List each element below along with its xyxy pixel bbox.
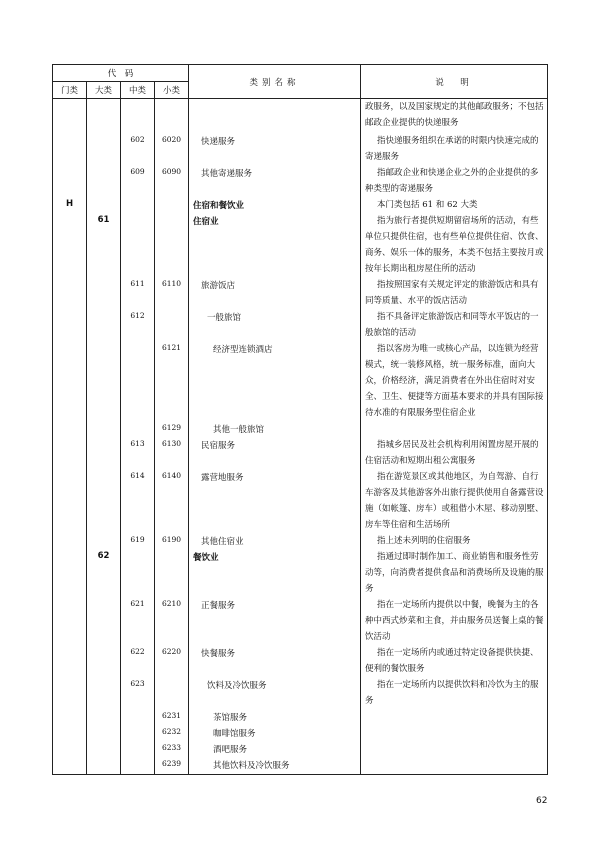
cell-desc [361,725,548,741]
cell-xiao: 6239 [155,757,189,775]
cell-name: 正餐服务 [189,597,361,645]
cell-da [87,309,121,341]
cell-xiao: 6090 [155,165,189,197]
cell-zhong [121,213,155,277]
cell-name [189,99,361,133]
cell-men [53,213,87,277]
cell-zhong: 612 [121,309,155,341]
cell-name: 露营地服务 [189,469,361,533]
cell-men: H [53,197,87,213]
cell-desc: 指在一定场所内或通过特定设备提供快捷、便利的餐饮服务 [361,645,548,677]
cell-name: 其他寄递服务 [189,165,361,197]
cell-zhong: 623 [121,677,155,709]
cell-zhong: 621 [121,597,155,645]
cell-xiao: 6220 [155,645,189,677]
cell-xiao [155,197,189,213]
cell-men [53,533,87,549]
cell-da [87,421,121,437]
table-row [53,741,548,757]
cell-name: 经济型连锁酒店 [189,341,361,421]
cell-zhong [121,197,155,213]
cell-da [87,533,121,549]
table-row [53,133,548,165]
cell-xiao: 6130 [155,437,189,469]
header-code: 代 码 [53,65,189,82]
table-row [53,549,548,597]
cell-name: 旅游饭店 [189,277,361,309]
cell-desc [361,709,548,725]
cell-men [53,341,87,421]
cell-desc: 指城乡居民及社会机构利用闲置房屋开展的住宿活动和短期出租公寓服务 [361,437,548,469]
cell-xiao: 6140 [155,469,189,533]
table-row [53,277,548,309]
cell-men [53,549,87,597]
cell-men [53,725,87,741]
cell-da [87,437,121,469]
cell-men [53,165,87,197]
cell-name: 其他住宿业 [189,533,361,549]
cell-da [87,165,121,197]
cell-desc: 指按照国家有关规定评定的旅游饭店和具有同等质量、水平的饭店活动 [361,277,548,309]
cell-desc [361,421,548,437]
cell-zhong [121,549,155,597]
cell-name: 餐饮业 [189,549,361,597]
cell-men [53,437,87,469]
cell-desc: 指为旅行者提供短期留宿场所的活动，有些单位只提供住宿，也有些单位提供住宿、饮食、商务、娱乐一体的服务，本类不包括主要按月或按年长期出租房屋住所的活动 [361,213,548,277]
table-row [53,533,548,549]
cell-men [53,99,87,133]
cell-da [87,709,121,725]
cell-zhong [121,99,155,133]
cell-xiao: 6020 [155,133,189,165]
classification-table-container [52,64,547,776]
cell-desc: 指在一定场所内提供以中餐，晚餐为主的各种中西式炒菜和主食，并由服务员送餐上桌的餐饮活动 [361,597,548,645]
cell-desc: 指上述未列明的住宿服务 [361,533,548,549]
cell-zhong: 614 [121,469,155,533]
cell-da [87,741,121,757]
cell-da [87,725,121,741]
cell-da: 61 [87,213,121,277]
header-xiao: 小类 [155,82,189,99]
cell-men [53,469,87,533]
cell-desc: 指邮政企业和快递企业之外的企业提供的多种类型的寄递服务 [361,165,548,197]
table-row [53,469,548,533]
cell-zhong: 622 [121,645,155,677]
cell-name: 其他一般旅馆 [189,421,361,437]
cell-zhong [121,421,155,437]
cell-name: 酒吧服务 [189,741,361,757]
cell-men [53,757,87,775]
header-category-name: 类别名称 [189,65,361,99]
cell-name: 其他饮料及冷饮服务 [189,757,361,775]
cell-da [87,277,121,309]
classification-table [52,64,548,775]
cell-desc: 本门类包括 61 和 62 大类 [361,197,548,213]
table-row [53,645,548,677]
cell-name: 住宿和餐饮业 [189,197,361,213]
header-zhong: 中类 [121,82,155,99]
header-da: 大类 [87,82,121,99]
cell-xiao [155,677,189,709]
table-row [53,677,548,709]
cell-desc: 指不具备评定旅游饭店和同等水平饭店的一般旅馆的活动 [361,309,548,341]
cell-zhong: 619 [121,533,155,549]
table-row [53,421,548,437]
table-row [53,757,548,775]
cell-desc: 指快递服务组织在承诺的时限内快速完成的寄递服务 [361,133,548,165]
table-row [53,725,548,741]
cell-desc: 指以客房为唯一或核心产品，以连锁为经营模式，统一装修风格，统一服务标准，面向大众，价格经济，满足消费者在外出住宿时对安全、卫生、便捷等方面基本要求的并具有国际接待水准的有限服务型住宿企业 [361,341,548,421]
cell-name: 饮料及冷饮服务 [189,677,361,709]
cell-da [87,645,121,677]
cell-zhong [121,709,155,725]
cell-xiao [155,549,189,597]
cell-name: 咖啡馆服务 [189,725,361,741]
cell-men [53,133,87,165]
cell-zhong [121,725,155,741]
cell-desc: 指在游览景区或其他地区，为自驾游、自行车游客及其他游客外出旅行提供使用自备露营设施（如帐篷、房车）或租借小木屋、移动别墅、房车等住宿和生活场所 [361,469,548,533]
cell-xiao: 6210 [155,597,189,645]
cell-da [87,341,121,421]
cell-xiao: 6110 [155,277,189,309]
cell-zhong [121,341,155,421]
cell-name: 茶馆服务 [189,709,361,725]
cell-men [53,709,87,725]
cell-da [87,757,121,775]
cell-da [87,677,121,709]
cell-name: 快递服务 [189,133,361,165]
table-row [53,341,548,421]
cell-men [53,309,87,341]
cell-desc [361,741,548,757]
cell-zhong: 613 [121,437,155,469]
cell-da [87,99,121,133]
cell-desc [361,757,548,775]
cell-zhong: 602 [121,133,155,165]
cell-xiao [155,213,189,277]
cell-desc: 政服务，以及国家规定的其他邮政服务；不包括邮政企业提供的快递服务 [361,99,548,133]
cell-men [53,645,87,677]
cell-zhong: 609 [121,165,155,197]
page-number: 62 [536,796,548,806]
cell-da [87,133,121,165]
cell-desc: 指在一定场所内以提供饮料和冷饮为主的服务 [361,677,548,709]
cell-men [53,677,87,709]
header-men: 门类 [53,82,87,99]
cell-men [53,741,87,757]
cell-men [53,421,87,437]
cell-zhong: 611 [121,277,155,309]
table-row [53,709,548,725]
cell-da: 62 [87,549,121,597]
table-row [53,197,548,213]
cell-xiao: 6232 [155,725,189,741]
cell-name: 民宿服务 [189,437,361,469]
cell-men [53,277,87,309]
cell-xiao: 6231 [155,709,189,725]
cell-name: 住宿业 [189,213,361,277]
header-description: 说 明 [361,65,548,99]
table-row [53,597,548,645]
cell-da [87,469,121,533]
cell-zhong [121,741,155,757]
cell-men [53,597,87,645]
cell-da [87,197,121,213]
cell-da [87,597,121,645]
table-row [53,309,548,341]
cell-xiao [155,309,189,341]
table-row [53,437,548,469]
cell-desc: 指通过即时制作加工、商业销售和服务性劳动等，向消费者提供食品和消费场所及设施的服务 [361,549,548,597]
cell-xiao: 6233 [155,741,189,757]
cell-name: 一般旅馆 [189,309,361,341]
cell-zhong [121,757,155,775]
table-row [53,213,548,277]
table-row [53,99,548,133]
cell-xiao: 6121 [155,341,189,421]
cell-xiao [155,99,189,133]
cell-xiao: 6129 [155,421,189,437]
cell-name: 快餐服务 [189,645,361,677]
table-row [53,165,548,197]
cell-xiao: 6190 [155,533,189,549]
